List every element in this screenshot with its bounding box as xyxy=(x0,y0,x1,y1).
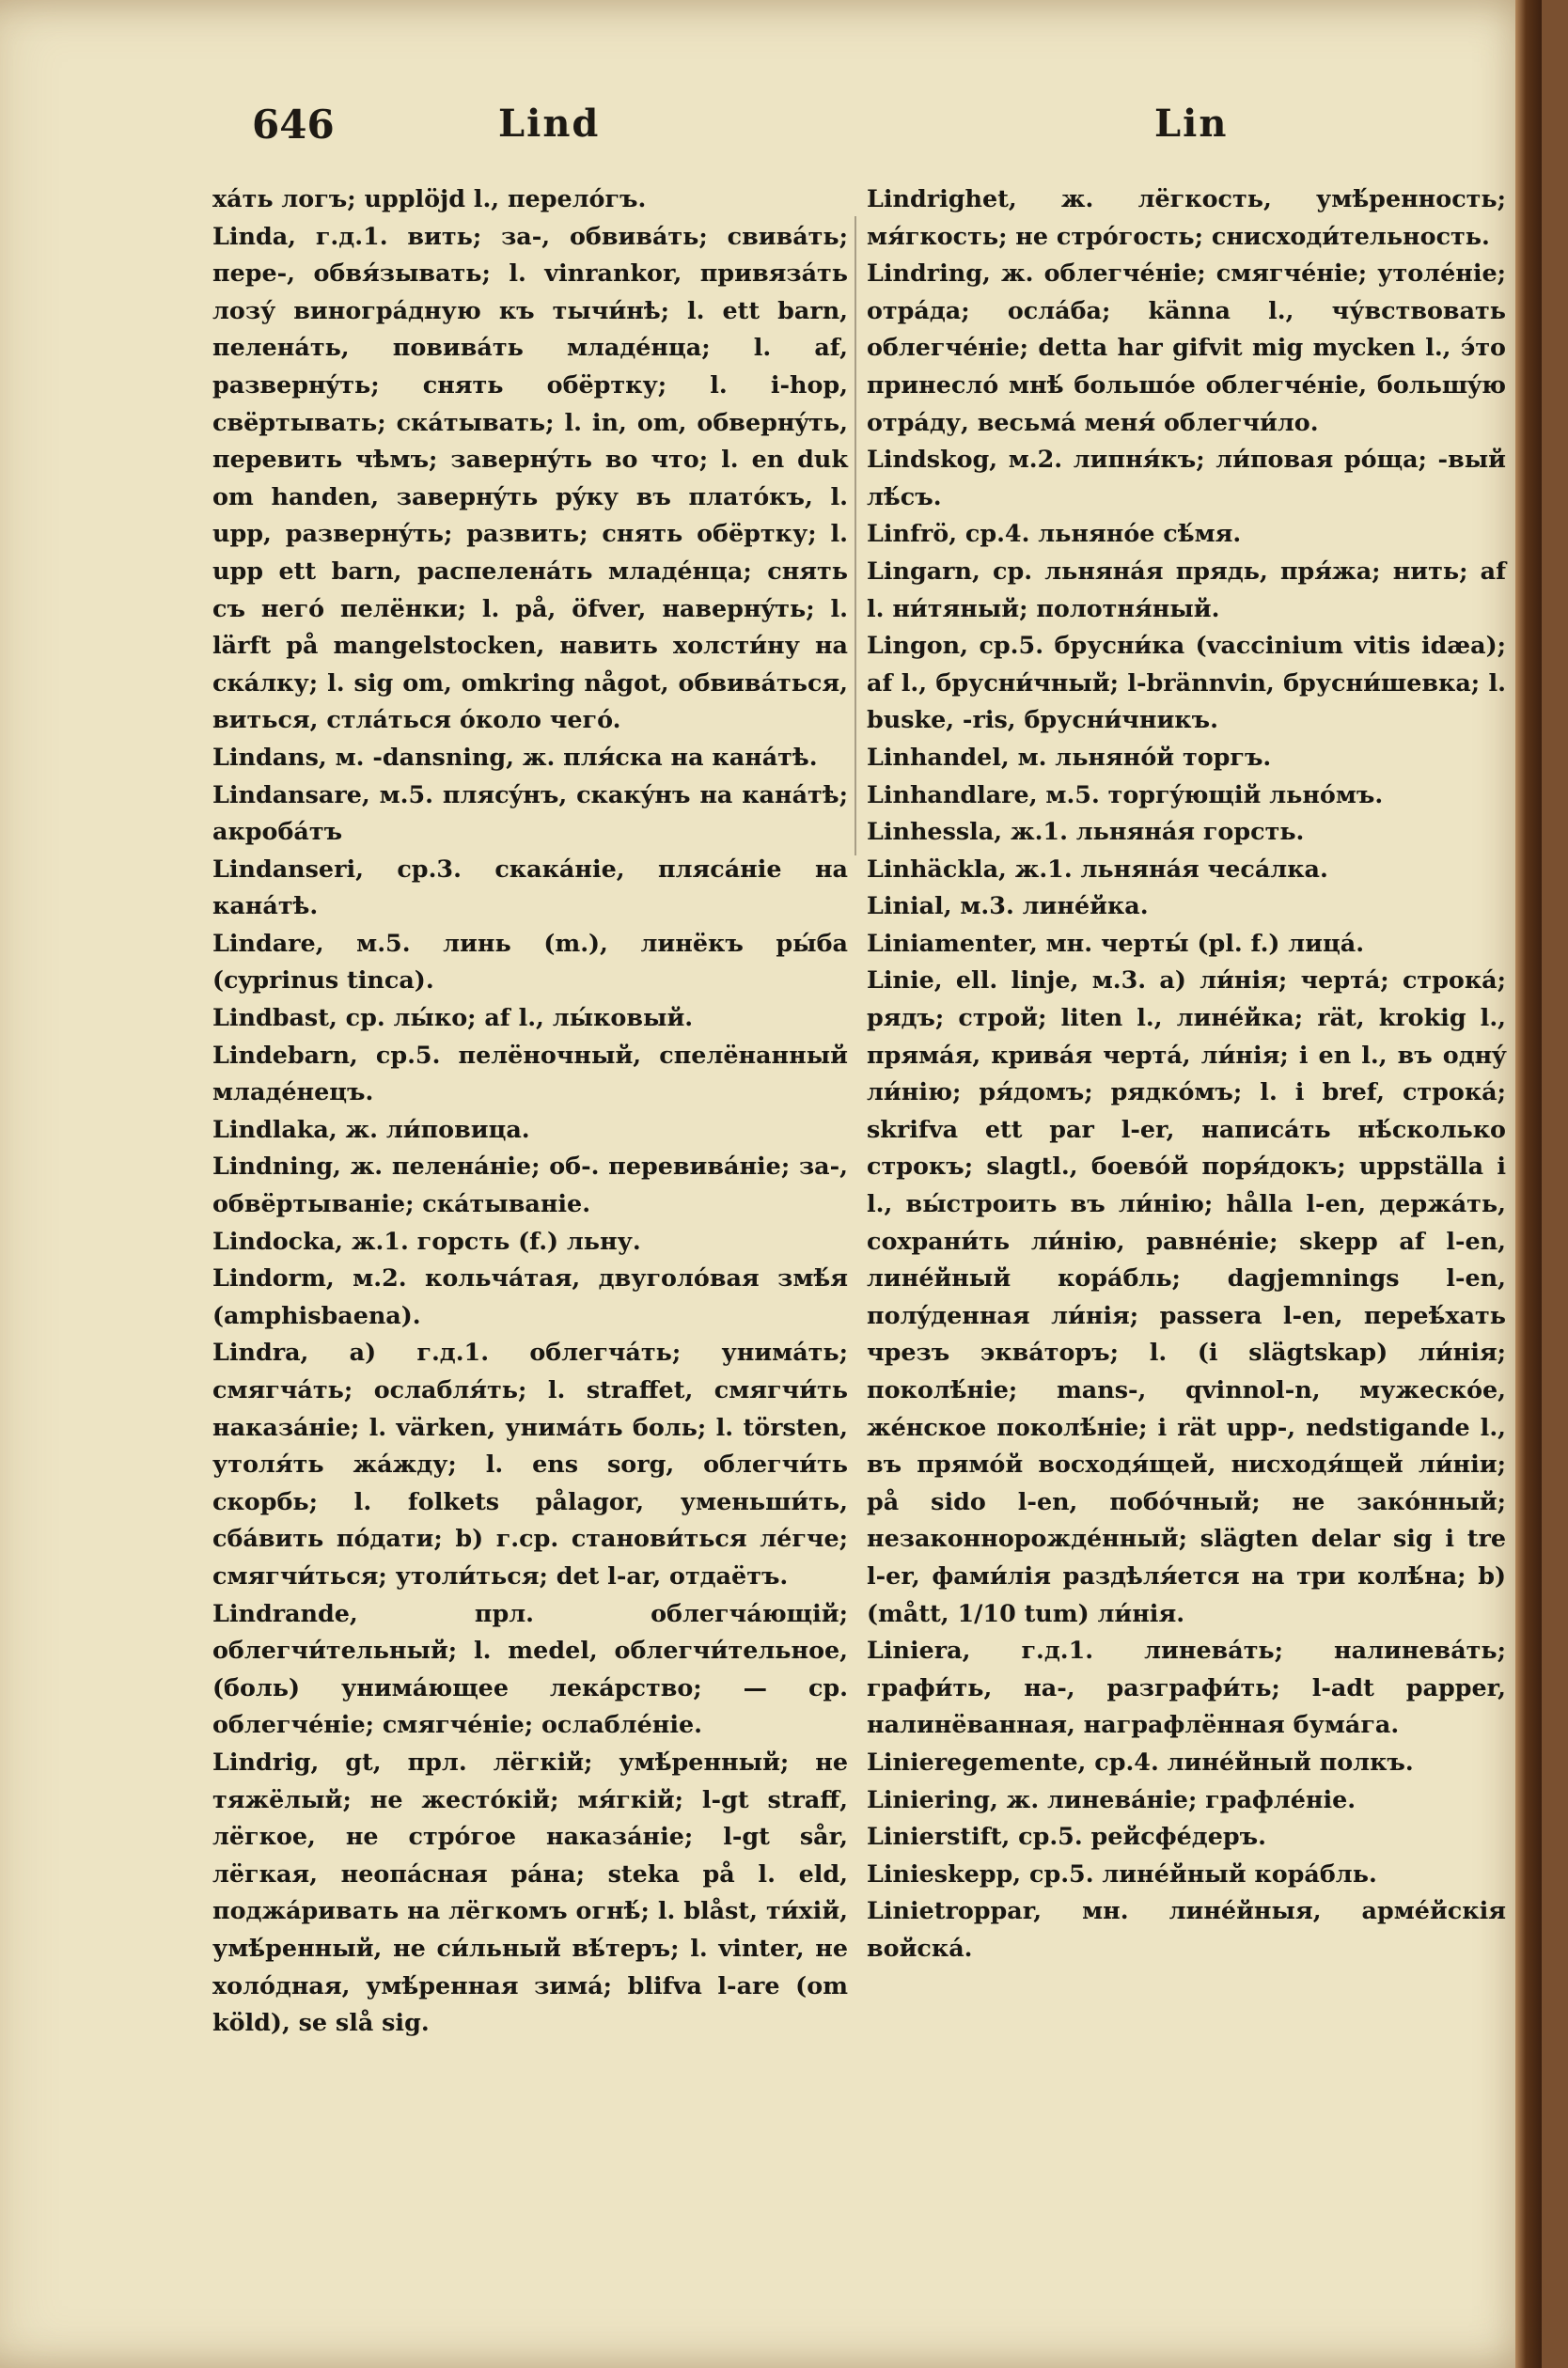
entry: Lindanseri, ср.3. скакáніе, плясáніе на канáтѣ. xyxy=(212,854,848,920)
entry: Lindrighet, ж. лёгкость, умѣ́ренность; мя́гкость; не стрóгость; снисходи́тельность. xyxy=(867,184,1506,250)
entry: Linhandlare, м.5. торгýющій льнóмъ. xyxy=(867,779,1384,808)
left-guide-word: Lind xyxy=(498,102,601,146)
right-column xyxy=(867,180,1506,1968)
entry: Linhäckla, ж.1. льнянáя чесáлка. xyxy=(867,854,1328,883)
entry: Lindning, ж. пеленáніе; об-. перевивáніе; за-, обвёртываніе; скáтываніе. xyxy=(212,1152,848,1218)
entry: Lindbast, ср. лы́ко; af l., лы́ковый. xyxy=(212,1003,694,1032)
left-column xyxy=(212,180,848,2042)
entry: Liniamenter, мн. черты́ (pl. f.) лицá. xyxy=(867,928,1365,957)
entry: Linierstift, ср.5. рейсфéдеръ. xyxy=(867,1822,1266,1851)
entry: Lindocka, ж.1. горсть (f.) льну. xyxy=(212,1226,641,1255)
entry: Linieregemente, ср.4. линéйный полкъ. xyxy=(867,1747,1414,1776)
entry: Linfrö, ср.4. льнянóе сѣ́мя. xyxy=(867,519,1242,548)
page-number: 646 xyxy=(252,102,335,148)
entry: Lindebarn, ср.5. пелёночный, спелёнанный младéнецъ. xyxy=(212,1040,848,1106)
entry: Linial, м.3. линéйка. xyxy=(867,891,1149,920)
entry: Lindorm, м.2. кольчáтая, двуголóвая змѣ́я (amphisbaena). xyxy=(212,1263,848,1329)
entry: Lingon, ср.5. брусни́ка (vaccinium vitis idæa); af l., брусни́чный; l-brännvin, брусни́шевка; l. buske, -ris, брусни́чникъ. xyxy=(867,631,1506,734)
entry: Liniera, г.д.1. линевáть; налиневáть; графи́ть, на-, разграфи́ть; l-adt papper, налинёванная, награфлённая бумáга. xyxy=(867,1636,1506,1739)
entry: Lingarn, ср. льнянáя прядь, пря́жа; нить; af l. ни́тяный; полотня́ный. xyxy=(867,556,1506,622)
entry: Lindlaka, ж. ли́повица. xyxy=(212,1114,530,1143)
right-guide-word: Lin xyxy=(1154,102,1229,146)
entry: Lindskog, м.2. липня́къ; ли́повая рóща; -вый лѣ́съ. xyxy=(867,445,1506,510)
entry: Lindare, м.5. линь (m.), линёкъ ры́ба (cyprinus tinca). xyxy=(212,928,848,995)
entry: Lindra, a) г.д.1. облегчáть; унимáть; смягчáть; ослабля́ть; l. straffet, смягчи́ть наказáніе; l. värken, унимáть боль; l. törsten, утоля́ть жáжду; l. ens sorg, облегчи́ть скорбь; l. folkets pålagor, уменьши́ть, сбáвить пóдати; b) г.ср. станови́ться лéгче; смягчи́ться; утоли́ться; det l-ar, отдаётъ. xyxy=(212,1338,848,1590)
entry: Lindans, м. -dansning, ж. пля́ска на канáтѣ. xyxy=(212,742,818,771)
entry: Linieskepp, ср.5. линéйный корáбль. xyxy=(867,1858,1377,1888)
entry: Linda, г.д.1. вить; за-, обвивáть; свивáть; пере-, обвя́зывать; l. vinrankor, привязáть лозу́ виногрáдную къ тычи́нѣ; l. ett barn, пеленáть, повивáть младéнца; l. af, развернýть; снять обёртку; l. i-hop, свёртывать; скáтывать; l. in, om, обвернýть, перевить чѣмъ; завернýть во что; l. en duk om handen, завернýть рýку въ платóкъ, l. upp, развернýть; развить; снять обёртку; l. upp ett barn, распеленáть младéнца; снять съ негó пелёнки; l. på, öfver, навернýть; l. lärft på mangelstocken, навить холсти́ну на скáлку; l. sig om, omkring något, обвивáться, виться, стлáться óколо чегó. xyxy=(212,221,848,734)
entry: Linhandel, м. льнянóй торгъ. xyxy=(867,742,1272,771)
entry: Liniering, ж. линевáніе; графлéніе. xyxy=(867,1784,1356,1813)
entry: хáть логъ; upplöjd l., перелóгъ. xyxy=(212,184,647,212)
entry: Linietroppar, мн. линéйныя, армéйскія войскá. xyxy=(867,1896,1506,1962)
entry: Linie, ell. linje, м.3. a) ли́нія; чертá; строкá; рядъ; строй; liten l., линéйка; rät, krokig l., прямáя, кривáя чертá, ли́нія; i en l., въ однý ли́нію; ря́домъ; рядкóмъ; l. i bref, строкá; skrifva ett par l-er, написáть нѣ́сколько строкъ; slagtl., боевóй поря́докъ; uppställa i l., вы́строить въ ли́нію; hålla l-en, держáть, сохрани́ть ли́нію, равнéніе; skepp af l-en, линéйный корáбль; dagjemnings l-en, полýденная ли́нія; passera l-en, переѣ́хать чрезъ эквáторъ; l. (i slägtskap) ли́нія; поколѣ́ніе; mans-, qvinnol-n, мужескóе, жéнское поколѣ́ніе; i rät upp-, nedstigande l., въ прямóй восходя́щей, нисходя́щей ли́ніи; på sido l-en, побóчный; не закóнный; незаконнорождéнный; slägten delar sig i tre l-er, фами́лія раздѣля́ется на три колѣ́на; b) (mått, 1/10 tum) ли́нія. xyxy=(867,965,1506,1627)
entry: Lindrig, gt, прл. лёгкій; умѣ́ренный; не тяжёлый; не жестóкій; мя́гкій; l-gt straff, лёгкое, не стрóгое наказáніе; l-gt sår, лёгкая, неопáсная рáна; steka på l. eld, поджáривать на лёгкомъ огнѣ́; l. blåst, ти́хій, умѣ́ренный, не си́льный вѣ́теръ; l. vinter, не холóдная, умѣ́ренная зимá; blifva l-are (om köld), se slå sig. xyxy=(212,1747,848,2037)
entry: Linhessla, ж.1. льнянáя горсть. xyxy=(867,817,1305,846)
book-spine xyxy=(1515,0,1542,2368)
entry: Lindansare, м.5. плясýнъ, скакýнъ на канáтѣ; акробáтъ xyxy=(212,779,848,846)
entry: Lindring, ж. облегчéніе; смягчéніе; утолéніе; отрáда; ослáба; känna l., чу́вствовать облегчéніе; detta har gifvit mig mycken l., э́то принеслó мнѣ́ большóе облегчéніе, большýю отрáду, весьмá меня́ облегчи́ло. xyxy=(867,259,1506,436)
column-rule xyxy=(855,216,856,855)
entry: Lindrande, прл. облегчáющій; облегчи́тельный; l. medel, облегчи́тельное, (боль) унимáющее лекáрство; — ср. облегчéніе; смягчéніе; ослаблéніе. xyxy=(212,1598,848,1739)
